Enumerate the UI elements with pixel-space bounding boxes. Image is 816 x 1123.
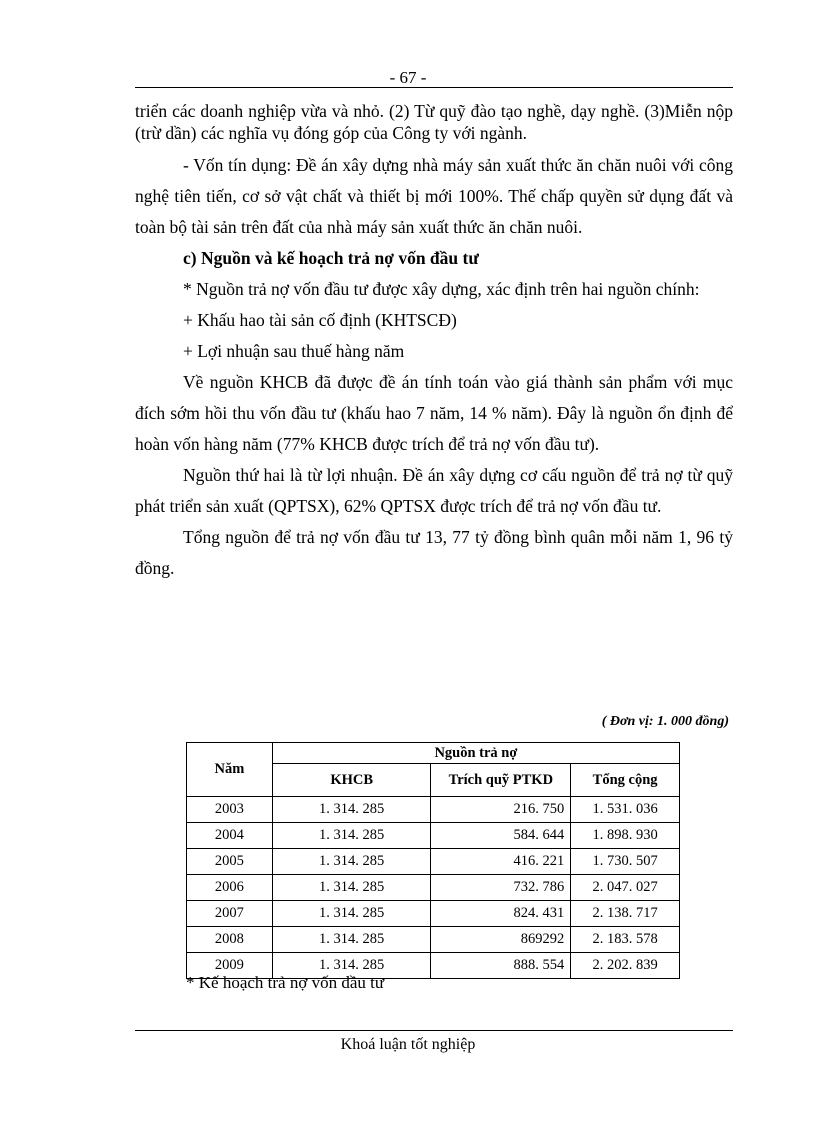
table-row xyxy=(187,823,680,849)
header-year: Năm xyxy=(187,743,273,797)
cell-ptkd: 824. 431 xyxy=(431,901,571,927)
debt-repayment-table xyxy=(186,742,680,979)
plan-heading: * Kế hoạch trả nợ vốn đầu tư xyxy=(186,973,385,992)
cell-year: 2009 xyxy=(187,953,273,979)
table-row xyxy=(187,927,680,953)
header-khcb: KHCB xyxy=(272,764,431,797)
header-total: Tổng cộng xyxy=(571,764,680,797)
table-row xyxy=(187,849,680,875)
cell-khcb: 1. 314. 285 xyxy=(272,849,431,875)
header-ptkd: Trích quỹ PTKD xyxy=(431,764,571,797)
section-heading-c: c) Nguồn và kế hoạch trả nợ vốn đầu tư xyxy=(183,248,479,268)
paragraph-total: Tổng nguồn để trả nợ vốn đầu tư 13, 77 tỷ đồng bình quân mỗi năm 1, 96 tỷ đồng. xyxy=(135,527,733,578)
cell-ptkd: 869292 xyxy=(431,927,571,953)
cell-year: 2004 xyxy=(187,823,273,849)
cell-khcb: 1. 314. 285 xyxy=(272,823,431,849)
cell-total: 2. 202. 839 xyxy=(571,953,680,979)
paragraph-debt-sources: * Nguồn trả nợ vốn đầu tư được xây dựng, xác định trên hai nguồn chính: xyxy=(183,279,700,299)
cell-khcb: 1. 314. 285 xyxy=(272,927,431,953)
cell-year: 2007 xyxy=(187,901,273,927)
cell-year: 2006 xyxy=(187,875,273,901)
list-item-profit: + Lợi nhuận sau thuế hàng năm xyxy=(183,341,405,361)
cell-ptkd: 732. 786 xyxy=(431,875,571,901)
cell-total: 2. 047. 027 xyxy=(571,875,680,901)
cell-total: 2. 138. 717 xyxy=(571,901,680,927)
cell-khcb: 1. 314. 285 xyxy=(272,901,431,927)
page-number: - 67 - xyxy=(389,68,427,87)
table-row xyxy=(187,901,680,927)
table-row xyxy=(187,875,680,901)
cell-total: 1. 531. 036 xyxy=(571,797,680,823)
paragraph-profit-source: Nguồn thứ hai là từ lợi nhuận. Đề án xây dựng cơ cấu nguồn để trả nợ từ quỹ phát triển sản xuất (QPTSX), 62% QPTSX được trích để trả nợ vốn đầu tư. xyxy=(135,465,733,516)
cell-total: 2. 183. 578 xyxy=(571,927,680,953)
paragraph-continuation: triển các doanh nghiệp vừa và nhỏ. (2) Từ quỹ đào tạo nghề, dạy nghề. (3)Miễn nộp (trừ dần) các nghĩa vụ đóng góp của Công ty với ngành. xyxy=(135,101,733,143)
header-repayment-source: Nguồn trả nợ xyxy=(272,743,679,764)
table-row xyxy=(187,797,680,823)
cell-year: 2005 xyxy=(187,849,273,875)
body-text xyxy=(135,100,733,584)
paragraph-credit-capital: - Vốn tín dụng: Đề án xây dựng nhà máy sản xuất thức ăn chăn nuôi với công nghệ tiên tiến, cơ sở vật chất và thiết bị mới 100%. Thế chấp quyền sử dụng đất và toàn bộ tài sản trên đất của nhà máy sản xuất thức ăn chăn nuôi. xyxy=(135,155,733,237)
cell-khcb: 1. 314. 285 xyxy=(272,875,431,901)
header-rule xyxy=(135,87,733,88)
cell-ptkd: 584. 644 xyxy=(431,823,571,849)
footer-text: Khoá luận tốt nghiệp xyxy=(340,1036,476,1053)
cell-year: 2008 xyxy=(187,927,273,953)
cell-ptkd: 416. 221 xyxy=(431,849,571,875)
cell-total: 1. 730. 507 xyxy=(571,849,680,875)
cell-ptkd: 216. 750 xyxy=(431,797,571,823)
cell-ptkd: 888. 554 xyxy=(431,953,571,979)
footer-rule xyxy=(135,1030,733,1031)
cell-khcb: 1. 314. 285 xyxy=(272,797,431,823)
unit-note: ( Đơn vị: 1. 000 đồng) xyxy=(601,714,729,729)
cell-khcb: 1. 314. 285 xyxy=(272,953,431,979)
cell-year: 2003 xyxy=(187,797,273,823)
paragraph-khcb: Về nguồn KHCB đã được đề án tính toán vào giá thành sản phẩm với mục đích sớm hồi thu vốn đầu tư (khấu hao 7 năm, 14 % năm). Đây là nguồn ổn định để hoàn vốn hàng năm (77% KHCB được trích để trả nợ vốn đầu tư). xyxy=(135,372,733,454)
list-item-depreciation: + Khấu hao tài sản cố định (KHTSCĐ) xyxy=(183,310,457,330)
cell-total: 1. 898. 930 xyxy=(571,823,680,849)
